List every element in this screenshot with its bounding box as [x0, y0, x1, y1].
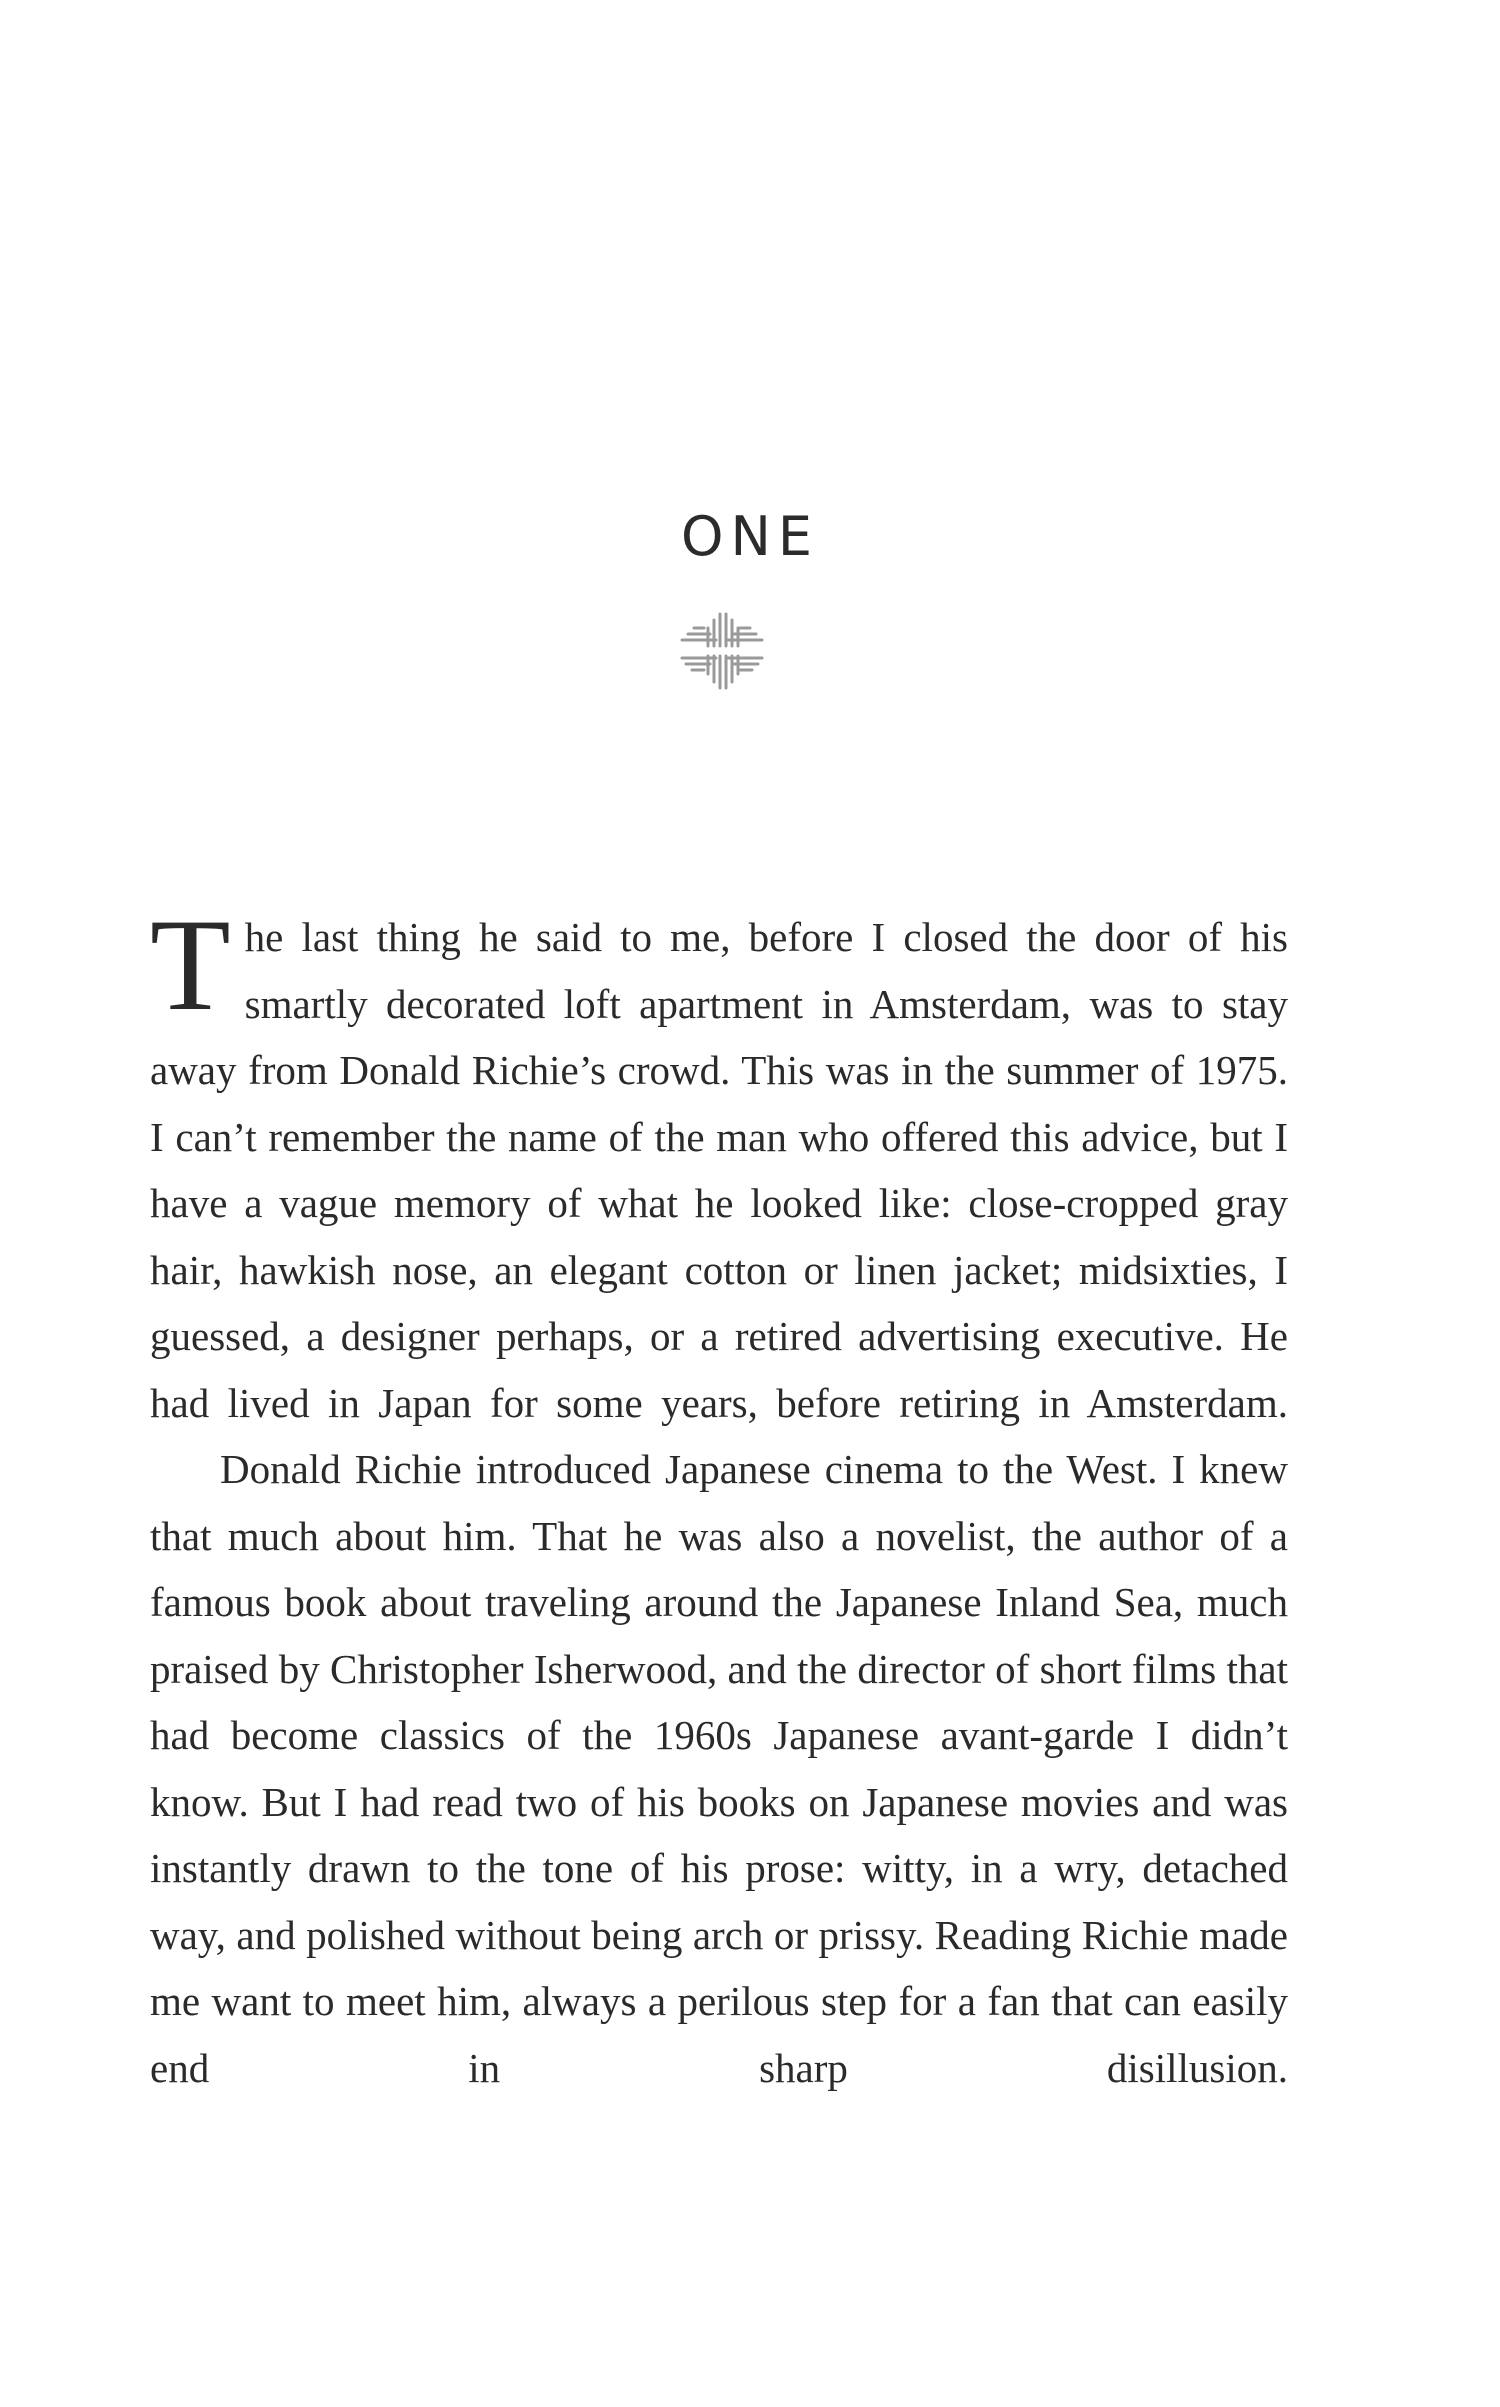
paragraph-1: The last thing he said to me, before I closed the door of his smartly decorated loft apartment in Amsterdam, was to stay away from Donald Richie’s crowd. This was in the summer of 1975. I can’t remember the name of the man who offered this advice, but I have a vague memory of what he looked like: close-cropped gray hair, hawkish nose, an elegant cotton or linen jacket; midsixties, I guessed, a designer perhaps, or a retired advertising executive. He had lived in Japan for some years, before retiring in Amsterdam. — [150, 891, 1288, 1426]
paragraph-2: Donald Richie introduced Japanese cinema to the West. I knew that much about him. That he was also a novelist, the author of a famous book about traveling around the Japanese Inland Sea, much praised by Christopher Isherwood, and the director of short films that had become classics of the 1960s Japanese avant-garde I didn’t know. But I had read two of his books on Japanese movies and was instantly drawn to the tone of his prose: witty, in a wry, detached way, and polished without being arch or prissy. Reading Richie made me want to meet him, always a perilous step for a fan that can easily end in sharp disillusion. — [150, 1446, 1288, 2091]
lattice-ornament-icon — [680, 610, 764, 692]
chapter-title: ONE — [680, 505, 820, 568]
chapter-body — [150, 891, 1288, 2101]
